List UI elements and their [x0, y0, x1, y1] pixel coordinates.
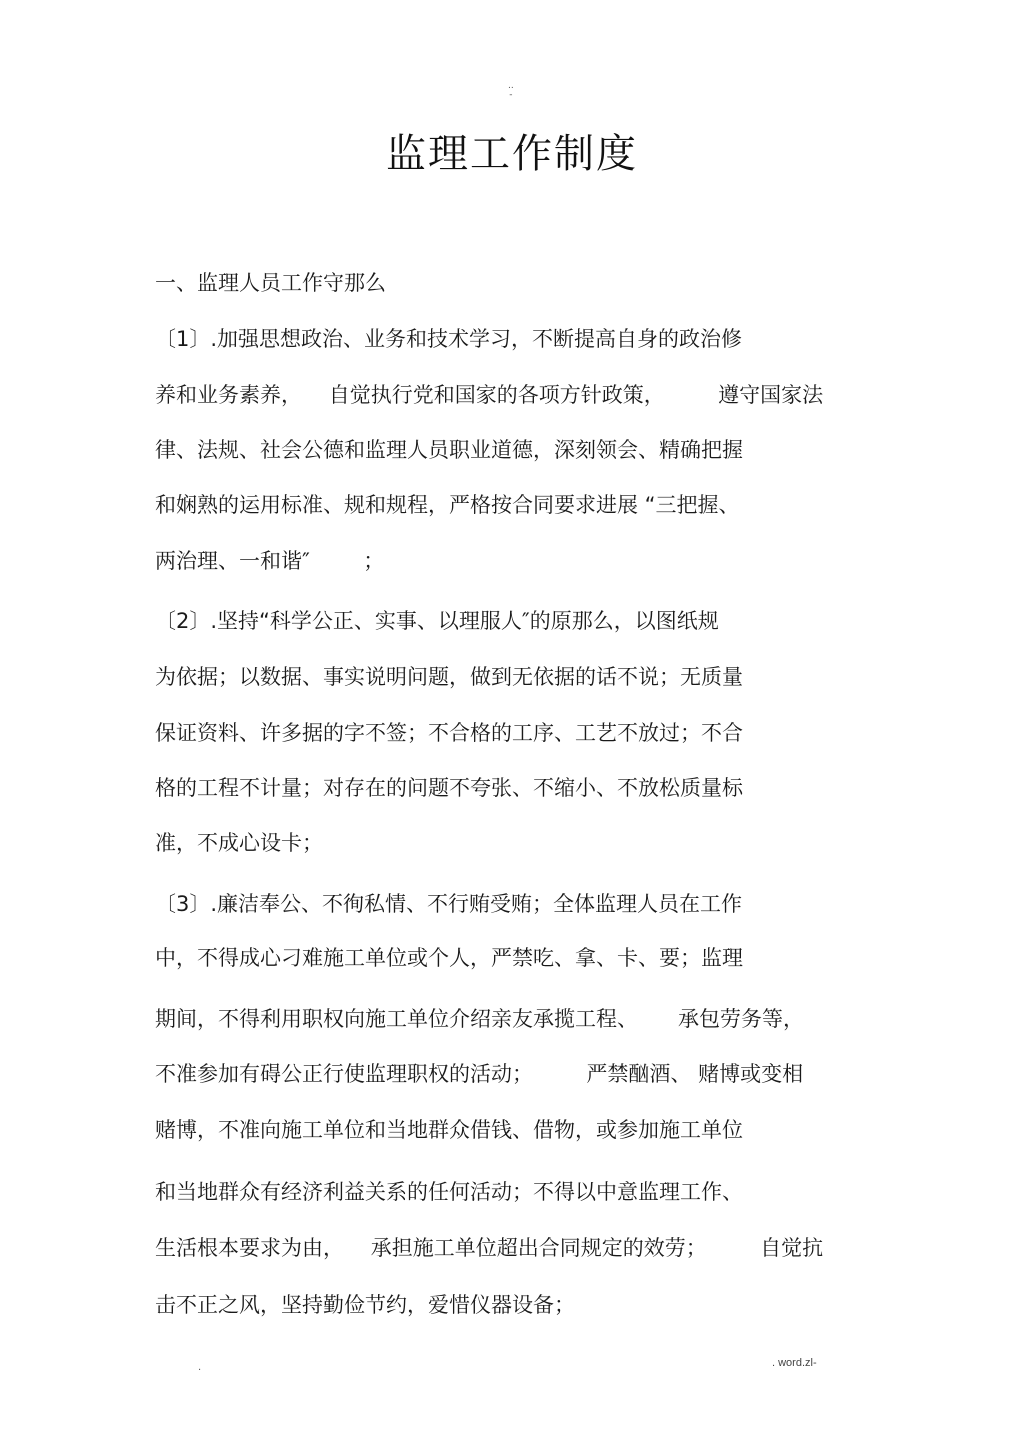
paragraph-line: 养和业务素养， 自觉执行党和国家的各项方针政策， 遵守国家法 [155, 383, 824, 407]
paragraph-line: 生活根本要求为由， 承担施工单位超出合同规定的效劳； 自觉抗 [155, 1236, 824, 1260]
paragraph-line: 〔3〕.廉洁奉公、不徇私情、不行贿受贿；全体监理人员在工作 [155, 892, 743, 916]
paragraph-line: 〔1〕.加强思想政治、业务和技术学习，不断提高自身的政治修 [155, 327, 743, 351]
paragraph-line: 为依据；以数据、事实说明问题，做到无依据的话不说；无质量 [155, 665, 743, 689]
paragraph-line: 中，不得成心刁难施工单位或个人，严禁吃、拿、卡、要；监理 [155, 946, 743, 970]
paragraph-line: 保证资料、许多据的字不签；不合格的工序、工艺不放过；不合 [155, 721, 743, 745]
paragraph-line: 和当地群众有经济利益关系的任何活动；不得以中意监理工作、 [155, 1180, 743, 1204]
paragraph-line: 期间，不得利用职权向施工单位介绍亲友承揽工程、 承包劳务等， [155, 1007, 805, 1031]
paragraph-line: 两治理、一和谐″ ； [155, 549, 385, 573]
footer-mark: . [198, 1362, 202, 1373]
header-mark: .. - [508, 81, 514, 100]
paragraph-line: 律、法规、社会公德和监理人员职业道德，深刻领会、精确把握 [155, 438, 743, 462]
section-heading: 一、监理人员工作守那么 [155, 271, 386, 295]
footer-watermark-text: . word.zl- [772, 1357, 817, 1369]
paragraph-line: 不准参加有碍公正行使监理职权的活动； 严禁酗酒、 赌博或变相 [155, 1062, 804, 1086]
paragraph-line: 准，不成心设卡； [155, 831, 323, 855]
paragraph-line: 击不正之风，坚持勤俭节约，爱惜仪器设备； [155, 1293, 575, 1317]
paragraph-line: 〔2〕.坚持“科学公正、实事、以理服人″的原那么，以图纸规 [155, 609, 719, 633]
paragraph-line: 赌博，不准向施工单位和当地群众借钱、借物，或参加施工单位 [155, 1118, 743, 1142]
paragraph-line: 格的工程不计量；对存在的问题不夸张、不缩小、不放松质量标 [155, 776, 743, 800]
page-title: 监理工作制度 [386, 131, 638, 177]
paragraph-line: 和娴熟的运用标准、规和规程，严格按合同要求进展 “三把握、 [155, 493, 740, 517]
